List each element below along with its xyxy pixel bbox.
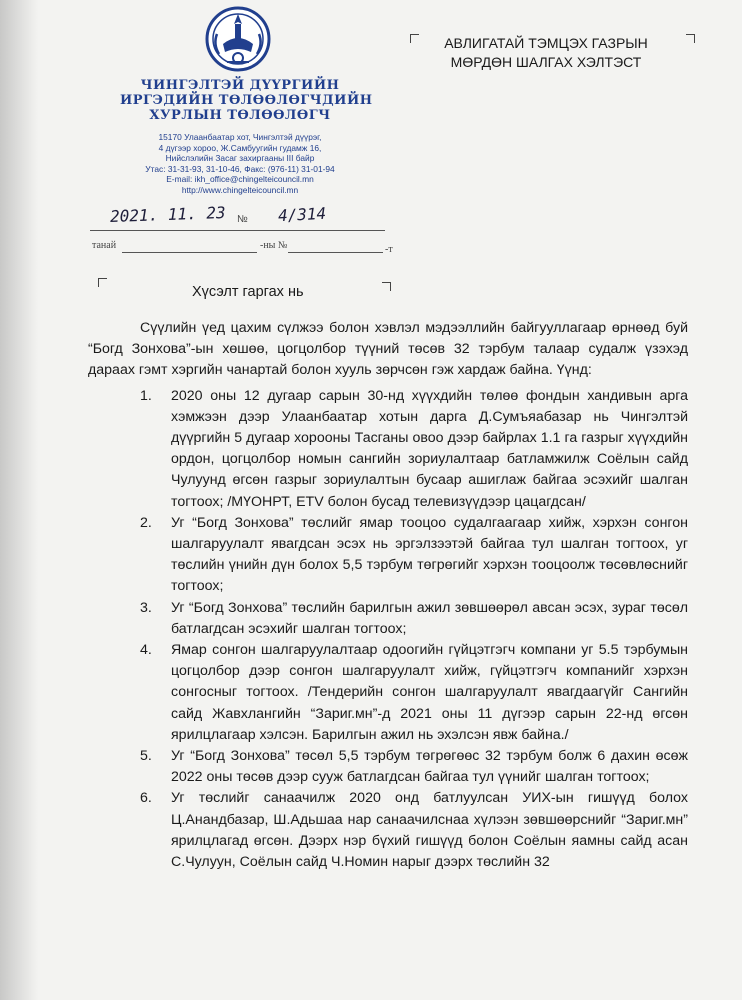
item-number: 6. bbox=[140, 790, 152, 807]
item-text: Уг “Богд Зонхова” төслийн барилгын ажил зөвшөөрөл авсан эсэх, зураг төсөл батлагдсан эсэхийг шалган тогтоох; bbox=[171, 599, 688, 637]
state-emblem-icon bbox=[205, 4, 271, 74]
address-line: http://www.chingelteicouncil.mn bbox=[181, 184, 299, 195]
date-handwritten: 2021. 11. 23 bbox=[109, 202, 226, 227]
intro-text: Сүүлийн үед цахим сүлжээ болон хэвлэл мэдээллийн байгууллагаар өрнөөд буй “Богд Зонхова”-ын хөшөө, цогцолбор түүний төсөв 32 тэрбум талаар судалж үзэхэд дараах гэмт хэргийн чанартай болон хууль зөрчсөн гэж хардаж байна. Үүнд: bbox=[88, 320, 688, 379]
address-line: E-mail: ikh_office@chingelteicouncil.mn bbox=[166, 174, 314, 185]
reference-prefix: танай bbox=[92, 240, 117, 251]
list-item bbox=[88, 386, 688, 513]
request-list bbox=[88, 386, 688, 874]
item-text: Уг “Богд Зонхова” төсөл 5,5 тэрбум төгрөгөөс 32 тэрбум болж 6 дахин өсөж 2022 оны төсөв дээр сууж батлагдсан байгаа тул үүнийг шалган тогтоох; bbox=[171, 748, 688, 786]
corner-mark bbox=[382, 282, 391, 291]
org-line: ХУРЛЫН ТӨЛӨӨЛӨГЧ bbox=[149, 108, 331, 123]
item-text: Уг “Богд Зонхова” төслийг ямар тооцоо судалгаагаар хийж, хэрхэн сонгон шалгаруулалт явагдсан эсэх нь эргэлзээтэй байгаа тул шалган тогтоох, уг төслийн үнийн дүн болох 5,5 тэрбум төгрөгийг хэрхэн тооцоолж төсөвлөснийг тогтоох; bbox=[171, 514, 688, 595]
page-shadow bbox=[0, 0, 38, 1000]
address-line: 4 дүгээр хороо, Ж.Самбуугийн гудамж 16, bbox=[158, 142, 322, 153]
corner-mark bbox=[686, 34, 695, 43]
letter-body bbox=[88, 318, 688, 873]
address-line: Нийслэлийн Засаг захиргааны III байр bbox=[165, 153, 315, 164]
org-line: ЧИНГЭЛТЭЙ ДҮҮРГИЙН bbox=[140, 78, 340, 93]
letter-subject: Хүсэлт гаргах нь bbox=[192, 284, 304, 300]
reference-line bbox=[122, 252, 257, 253]
reference-line bbox=[288, 252, 383, 253]
corner-mark bbox=[410, 34, 419, 43]
list-item bbox=[88, 598, 688, 640]
item-number: 3. bbox=[140, 599, 152, 616]
list-item bbox=[88, 513, 688, 598]
addressee-block bbox=[426, 34, 666, 72]
organization-address bbox=[120, 132, 360, 196]
date-number-line bbox=[90, 230, 385, 231]
item-number: 4. bbox=[140, 642, 152, 659]
list-item bbox=[88, 640, 688, 746]
addressee-line: АВЛИГАТАЙ ТЭМЦЭХ ГАЗРЫН bbox=[444, 35, 648, 51]
item-text: Уг төслийг санаачилж 2020 онд батлуулсан УИХ-ын гишүүд болох Ц.Анандбазар, Ш.Адьшаа нар санаачилснаа хүлээн зөвшөөрснийг “Зариг.мн” ярилцлагад өгсөн. Дээрх нэр бүхий гишүүд болон Соёлын яамны сайд асан С.Чулуун, Соёлын сайд Ч.Номин нарыг дээрх төслийн 32 bbox=[171, 790, 688, 871]
reference-suffix: -т bbox=[385, 244, 393, 255]
item-text: Ямар сонгон шалгаруулалтаар одоогийн гүйцэтгэгч компани уг 5.5 тэрбумын цогцолбор дээр сонгон шалгаруулалт хийж, гүйцэтгэгч компанийг хэрхэн сонгосныг тогтоох. /Тендерийн сонгон шалгаруулалт явагдаагүйг Сангийн сайд Жавхлангийн “Зариг.мн”-д 2021 оны 11 дүгээр сарын 22-нд өгсөн ярилцлагаар хэлсэн. Барилгын ажил нь эхэлсэн явж байна./ bbox=[171, 642, 688, 743]
corner-mark bbox=[98, 278, 107, 287]
list-item bbox=[88, 746, 688, 788]
org-line: ИРГЭДИЙН ТӨЛӨӨЛӨГЧДИЙН bbox=[120, 93, 373, 108]
list-item bbox=[88, 788, 688, 873]
address-line: 15170 Улаанбаатар хот, Чингэлтэй дүүрэг, bbox=[158, 132, 322, 142]
item-text: 2020 оны 12 дугаар сарын 30-нд хүүхдийн төлөө фондын хандивын арга хэмжээн дээр Улаанбаатар хотын дарга Д.Сумъяабазар нь Чингэлтэй дүүргийн 5 дугаар хорооны Тасганы овоо дээр байрлах 1.1 га газрыг хүүхдийн ордон, цогцолбор номын сангийн зориулалтаар батламжилж Соёлын сайд Чулуунд өгсөн газрыг зориулалтын бусаар ашиглаж байгаа эсэхийг шалган тогтоох; /МҮОНРТ, ETV болон бусад телевизүүдээр цацагдсан/ bbox=[171, 387, 688, 510]
letter-number-handwritten: 4/314 bbox=[277, 203, 327, 226]
number-label: № bbox=[237, 214, 248, 225]
address-line: Утас: 31-31-93, 31-10-46, Факс: (976-11) 31-01-94 bbox=[145, 163, 335, 174]
organization-name bbox=[120, 78, 373, 123]
reference-mid: -ны № bbox=[260, 240, 288, 251]
addressee-line: МӨРДӨН ШАЛГАХ ХЭЛТЭСТ bbox=[450, 54, 642, 70]
item-number: 2. bbox=[140, 514, 152, 531]
item-number: 1. bbox=[140, 387, 152, 404]
item-number: 5. bbox=[140, 748, 152, 765]
intro-paragraph bbox=[88, 318, 688, 382]
